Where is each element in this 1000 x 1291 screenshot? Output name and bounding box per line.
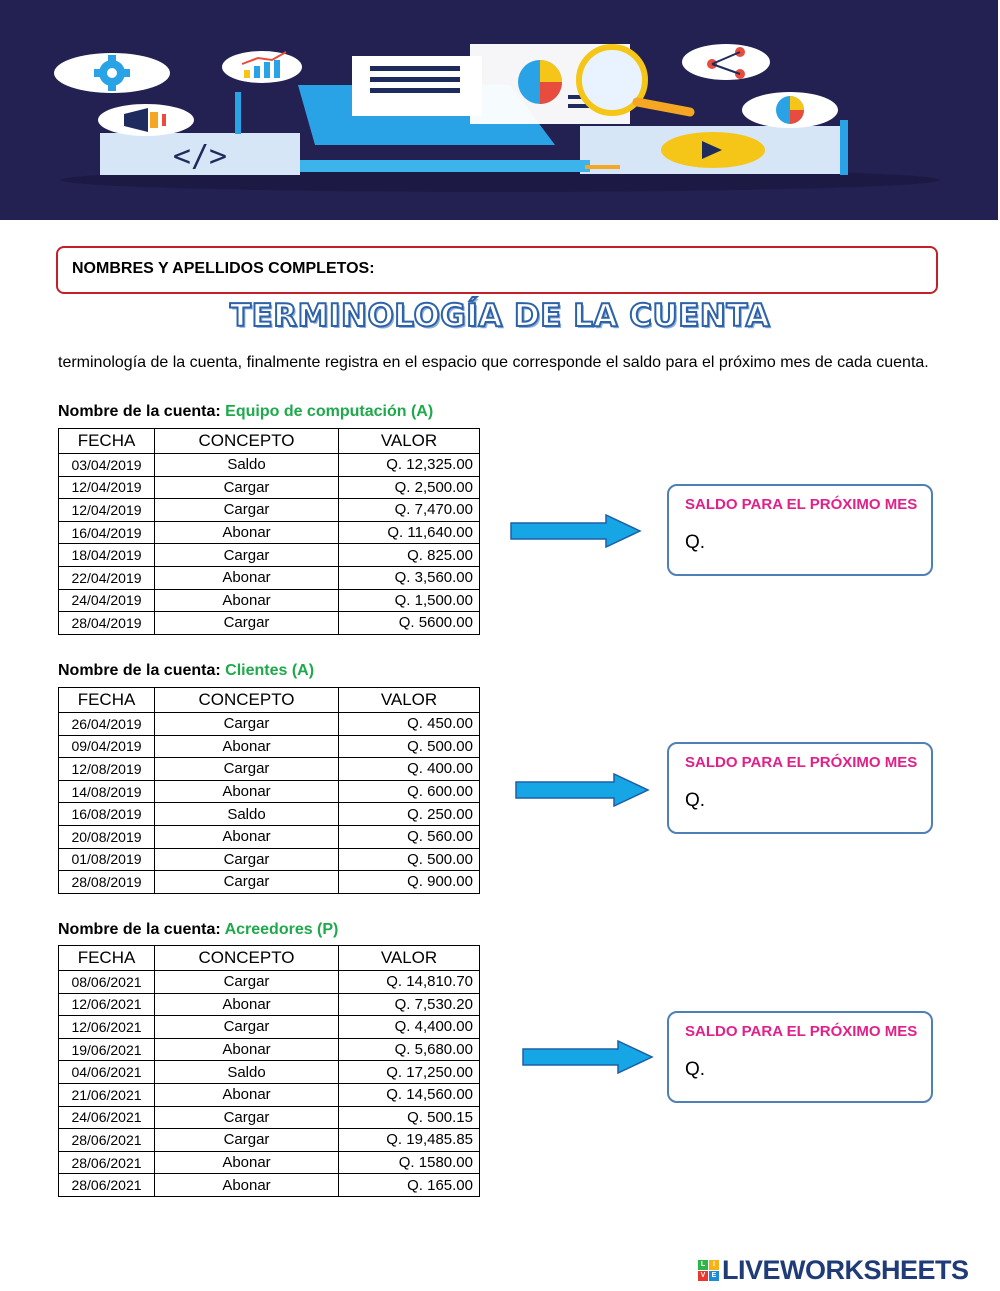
- cell-fecha: 12/08/2019: [59, 758, 155, 781]
- saldo-label: SALDO PARA EL PRÓXIMO MES: [685, 496, 918, 513]
- logo-letter: E: [709, 1271, 719, 1281]
- table-row: [59, 1129, 480, 1152]
- student-name-label: NOMBRES Y APELLIDOS COMPLETOS:: [72, 260, 375, 277]
- cell-fecha: 14/08/2019: [59, 780, 155, 803]
- account-title-prefix: Nombre de la cuenta:: [58, 921, 221, 938]
- account-title: [58, 921, 338, 939]
- instructions-text: terminología de la cuenta, finalmente registra en el espacio que corresponde el saldo para el próximo mes de cada cuenta.: [58, 354, 929, 371]
- column-header-fecha: FECHA: [59, 688, 155, 713]
- saldo-box: [667, 1011, 933, 1103]
- cell-fecha: 20/08/2019: [59, 825, 155, 848]
- cell-concepto: Cargar: [155, 1016, 339, 1039]
- cell-concepto: Abonar: [155, 780, 339, 803]
- column-header-valor: VALOR: [339, 688, 480, 713]
- cell-valor: Q. 7,470.00: [339, 499, 480, 522]
- table-row: [59, 1174, 480, 1197]
- cell-fecha: 12/04/2019: [59, 499, 155, 522]
- student-name-box: [56, 246, 938, 294]
- cell-valor: Q. 825.00: [339, 544, 480, 567]
- cell-valor: Q. 500.00: [339, 735, 480, 758]
- cell-concepto: Abonar: [155, 735, 339, 758]
- cell-concepto: Cargar: [155, 758, 339, 781]
- cell-concepto: Cargar: [155, 476, 339, 499]
- logo-letter: L: [698, 1260, 708, 1270]
- cell-concepto: Abonar: [155, 521, 339, 544]
- logo-text: LIVEWORKSHEETS: [722, 1254, 969, 1285]
- column-header-valor: VALOR: [339, 946, 480, 971]
- table-row: [59, 1083, 480, 1106]
- table-row: [59, 848, 480, 871]
- table-row: [59, 803, 480, 826]
- cell-fecha: 12/06/2021: [59, 993, 155, 1016]
- cell-concepto: Cargar: [155, 848, 339, 871]
- right-arrow-icon: [515, 773, 650, 807]
- table-row: [59, 971, 480, 994]
- account-title-prefix: Nombre de la cuenta:: [58, 662, 221, 679]
- column-header-concepto: CONCEPTO: [155, 946, 339, 971]
- table-header-row: [59, 946, 480, 971]
- column-header-valor: VALOR: [339, 429, 480, 454]
- cell-valor: Q. 1,500.00: [339, 589, 480, 612]
- cell-valor: Q. 5,680.00: [339, 1038, 480, 1061]
- account-title: [58, 662, 314, 680]
- cell-concepto: Abonar: [155, 1151, 339, 1174]
- cell-fecha: 22/04/2019: [59, 566, 155, 589]
- cell-valor: Q. 500.00: [339, 848, 480, 871]
- cell-fecha: 28/08/2019: [59, 871, 155, 894]
- saldo-box: [667, 742, 933, 834]
- logo-letter: I: [709, 1260, 719, 1270]
- cell-concepto: Cargar: [155, 612, 339, 635]
- table-row: [59, 871, 480, 894]
- right-arrow-icon: [522, 1040, 654, 1074]
- cell-concepto: Abonar: [155, 566, 339, 589]
- table-row: [59, 1106, 480, 1129]
- table-row: [59, 758, 480, 781]
- cell-concepto: Saldo: [155, 454, 339, 477]
- saldo-label: SALDO PARA EL PRÓXIMO MES: [685, 1023, 918, 1040]
- table-header-row: [59, 688, 480, 713]
- cell-valor: Q. 17,250.00: [339, 1061, 480, 1084]
- column-header-concepto: CONCEPTO: [155, 429, 339, 454]
- cell-fecha: 19/06/2021: [59, 1038, 155, 1061]
- table-row: [59, 1061, 480, 1084]
- saldo-currency-prefix: Q.: [685, 790, 706, 811]
- cell-valor: Q. 4,400.00: [339, 1016, 480, 1039]
- cell-valor: Q. 500.15: [339, 1106, 480, 1129]
- saldo-label: SALDO PARA EL PRÓXIMO MES: [685, 754, 918, 771]
- cell-concepto: Abonar: [155, 589, 339, 612]
- cell-valor: Q. 2,500.00: [339, 476, 480, 499]
- cell-concepto: Abonar: [155, 825, 339, 848]
- saldo-input[interactable]: [707, 528, 916, 558]
- column-header-fecha: FECHA: [59, 429, 155, 454]
- right-arrow-icon: [510, 514, 642, 548]
- cell-concepto: Cargar: [155, 544, 339, 567]
- cell-concepto: Abonar: [155, 993, 339, 1016]
- account-title-prefix: Nombre de la cuenta:: [58, 403, 221, 420]
- cell-concepto: Cargar: [155, 713, 339, 736]
- table-row: [59, 1151, 480, 1174]
- table-row: [59, 1016, 480, 1039]
- page-title: TERMINOLOGÍA DE LA CUENTA: [229, 298, 771, 334]
- cell-valor: Q. 5600.00: [339, 612, 480, 635]
- cell-fecha: 01/08/2019: [59, 848, 155, 871]
- cell-valor: Q. 7,530.20: [339, 993, 480, 1016]
- cell-concepto: Abonar: [155, 1174, 339, 1197]
- cell-concepto: Abonar: [155, 1038, 339, 1061]
- ledger-table: [58, 428, 480, 635]
- cell-fecha: 28/06/2021: [59, 1174, 155, 1197]
- cell-valor: Q. 3,560.00: [339, 566, 480, 589]
- cell-valor: Q. 560.00: [339, 825, 480, 848]
- cell-concepto: Abonar: [155, 1083, 339, 1106]
- table-row: [59, 499, 480, 522]
- cell-fecha: 28/04/2019: [59, 612, 155, 635]
- student-name-input[interactable]: [388, 256, 922, 286]
- table-row: [59, 566, 480, 589]
- cell-concepto: Cargar: [155, 971, 339, 994]
- cell-fecha: 03/04/2019: [59, 454, 155, 477]
- cell-concepto: Cargar: [155, 499, 339, 522]
- cell-valor: Q. 11,640.00: [339, 521, 480, 544]
- account-name: Acreedores (P): [224, 921, 339, 938]
- cell-concepto: Saldo: [155, 1061, 339, 1084]
- column-header-concepto: CONCEPTO: [155, 688, 339, 713]
- logo-letter: V: [698, 1271, 708, 1281]
- cell-concepto: Cargar: [155, 1106, 339, 1129]
- bar-chart-icon: [244, 70, 250, 78]
- cell-valor: Q. 12,325.00: [339, 454, 480, 477]
- cell-fecha: 12/06/2021: [59, 1016, 155, 1039]
- account-name: Equipo de computación (A): [225, 403, 434, 420]
- cell-valor: Q. 19,485.85: [339, 1129, 480, 1152]
- account-name: Clientes (A): [225, 662, 315, 679]
- cell-fecha: 16/08/2019: [59, 803, 155, 826]
- cell-valor: Q. 600.00: [339, 780, 480, 803]
- cell-fecha: 08/06/2021: [59, 971, 155, 994]
- table-row: [59, 713, 480, 736]
- ledger-table: [58, 687, 480, 894]
- cell-fecha: 24/06/2021: [59, 1106, 155, 1129]
- table-row: [59, 780, 480, 803]
- table-row: [59, 544, 480, 567]
- table-header-row: [59, 429, 480, 454]
- table-row: [59, 993, 480, 1016]
- cell-valor: Q. 14,810.70: [339, 971, 480, 994]
- table-row: [59, 454, 480, 477]
- cell-fecha: 28/06/2021: [59, 1129, 155, 1152]
- cell-fecha: 21/06/2021: [59, 1083, 155, 1106]
- table-row: [59, 612, 480, 635]
- table-row: [59, 735, 480, 758]
- saldo-input[interactable]: [707, 1055, 916, 1085]
- table-row: [59, 521, 480, 544]
- cell-valor: Q. 1580.00: [339, 1151, 480, 1174]
- table-row: [59, 476, 480, 499]
- cell-valor: Q. 900.00: [339, 871, 480, 894]
- table-row: [59, 1038, 480, 1061]
- logo-blocks-icon: [698, 1260, 719, 1281]
- cell-fecha: 09/04/2019: [59, 735, 155, 758]
- cell-fecha: 24/04/2019: [59, 589, 155, 612]
- cell-fecha: 18/04/2019: [59, 544, 155, 567]
- account-title: [58, 403, 433, 421]
- cell-fecha: 16/04/2019: [59, 521, 155, 544]
- liveworksheets-logo: [698, 1255, 969, 1285]
- cell-fecha: 28/06/2021: [59, 1151, 155, 1174]
- cell-valor: Q. 165.00: [339, 1174, 480, 1197]
- tech-illustration: [0, 0, 998, 220]
- table-row: [59, 825, 480, 848]
- cell-valor: Q. 250.00: [339, 803, 480, 826]
- cell-concepto: Cargar: [155, 871, 339, 894]
- saldo-currency-prefix: Q.: [685, 1059, 706, 1080]
- cell-valor: Q. 14,560.00: [339, 1083, 480, 1106]
- saldo-currency-prefix: Q.: [685, 532, 706, 553]
- cell-fecha: 04/06/2021: [59, 1061, 155, 1084]
- cell-fecha: 12/04/2019: [59, 476, 155, 499]
- saldo-input[interactable]: [707, 786, 916, 816]
- cell-valor: Q. 400.00: [339, 758, 480, 781]
- table-row: [59, 589, 480, 612]
- column-header-fecha: FECHA: [59, 946, 155, 971]
- cell-valor: Q. 450.00: [339, 713, 480, 736]
- svg-text:</>: </>: [172, 139, 228, 174]
- cell-concepto: Saldo: [155, 803, 339, 826]
- cell-concepto: Cargar: [155, 1129, 339, 1152]
- ledger-table: [58, 945, 480, 1197]
- header-banner: [0, 0, 998, 220]
- saldo-box: [667, 484, 933, 576]
- cell-fecha: 26/04/2019: [59, 713, 155, 736]
